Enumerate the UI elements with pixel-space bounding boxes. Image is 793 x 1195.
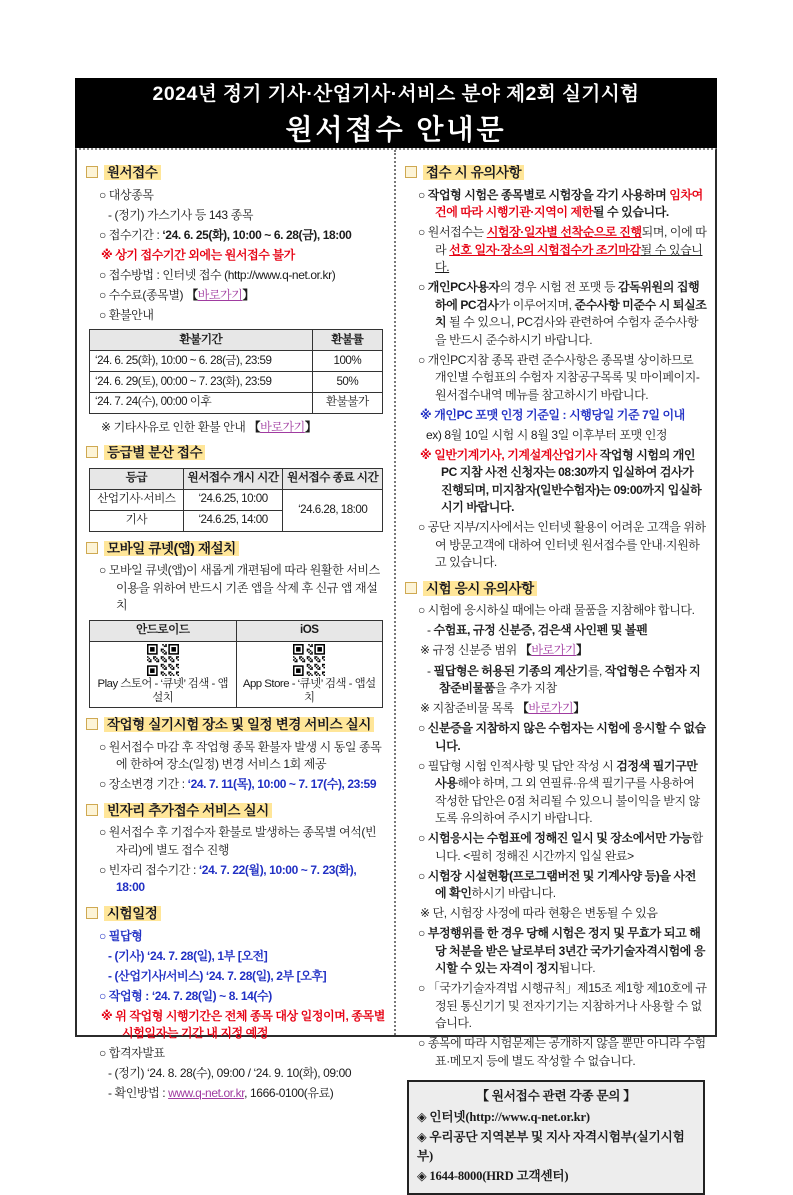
section-header-vacancy	[86, 801, 386, 821]
text-segment: ○	[418, 831, 428, 846]
table-row	[90, 351, 383, 372]
text-segment: - (정기) 가스기사 등 143 종목	[108, 207, 254, 222]
text-segment: ※ 규정 신분증 범위	[420, 643, 520, 658]
table-row	[90, 641, 383, 708]
text-segment: 을 추가 지참	[494, 681, 557, 696]
text-segment: ※ 상기 접수기간 외에는 원서접수 불가	[101, 247, 295, 262]
text-segment: , 1666-0100(유료)	[244, 1086, 334, 1101]
text-line	[86, 948, 386, 966]
section-square-icon	[86, 446, 98, 458]
refund-rate-header: 환불률	[312, 330, 382, 351]
text-segment: 수험표, 규정 신분증, 검은색 사인펜 및 볼펜	[433, 623, 648, 638]
contact-branch: ◈ 우리공단 지역본부 및 지사 자격시험부(실기시험부)	[417, 1130, 685, 1164]
text-segment: ○	[418, 721, 428, 736]
text-segment: 시험장·일자별 선착순으로 진행	[486, 225, 642, 240]
section-square-icon	[405, 582, 417, 594]
text-line	[405, 868, 707, 903]
text-line	[86, 1008, 386, 1043]
section-square-icon	[86, 718, 98, 730]
section-square-icon	[86, 166, 98, 178]
text-segment: 시험장 시설현황(프로그램버전 및 기계사양 등)을 사전에 확인	[427, 868, 696, 901]
document-title: 원서접수 안내문	[285, 114, 507, 145]
text-segment: 되며, 이에 따라	[435, 225, 707, 257]
text-segment: 】	[576, 643, 588, 658]
text-segment: 부정행위를 한 경우 당해 시험은 정지 및 무효가 되고 해당 처분을 받은 날로부터 3년간 국가기술자격시험에 응시할 수 있는 자격이 정지	[427, 926, 706, 976]
section-square-icon	[405, 166, 417, 178]
text-segment: ○	[418, 280, 428, 295]
app-table-header-row	[90, 620, 383, 641]
ios-qr-code-icon	[293, 644, 325, 676]
text-segment: 필답형은 허용된 기종의 계산기	[433, 663, 588, 678]
start-time-cell: ‘24.6.25, 10:00	[183, 489, 283, 510]
refund-period-header: 환불기간	[90, 330, 313, 351]
refund-rate-cell: 50%	[312, 372, 382, 393]
section-header-label	[104, 717, 374, 732]
text-segment: ○ 환불안내	[99, 307, 154, 322]
notice-sections	[405, 163, 707, 1070]
text-segment: 개인PC사용자	[427, 280, 500, 295]
text-segment: 하시기 바랍니다.	[471, 886, 556, 901]
text-segment: ‘24. 6. 25(화), 10:00 ~ 6. 28(금), 18:00	[162, 227, 352, 242]
text-segment: 될 수 있습니다.	[592, 205, 669, 220]
text-line	[405, 700, 707, 718]
grade-cell: 기사	[90, 510, 184, 531]
text-segment: 선호 일자·장소의 시험접수가 조기마감	[449, 242, 641, 257]
section-header-mobile-qnet	[86, 539, 386, 559]
section-square-icon	[86, 804, 98, 816]
document-subtitle: 2024년 정기 기사·산업기사·서비스 분야 제2회 실기시험	[152, 83, 640, 105]
android-qr-code-icon	[147, 644, 179, 676]
right-column	[396, 150, 715, 1183]
schedule-sections	[86, 715, 386, 1102]
text-segment: 됩니다.	[558, 961, 596, 976]
ios-install-cell	[236, 641, 383, 708]
text-line	[86, 187, 386, 205]
text-segment: 될 수 있으니, PC검사와 관련하여 수험자 준수사항을 반드시 준수하시기 바랍니다.	[435, 315, 699, 347]
other-refund-shortcut-link[interactable]: 바로가기	[260, 419, 305, 434]
title-banner	[75, 78, 717, 148]
text-segment: ○ 모바일 큐넷(앱)이 새롭게 개편됨에 따라 원활한 서비스 이용을 위하여 반드시 기존 앱을 삭제 후 신규 앱 재설치	[99, 563, 380, 613]
fee-shortcut-link[interactable]: 바로가기	[197, 287, 243, 302]
text-segment: - (기사) ‘24. 7. 28(일), 1부 [오전]	[108, 948, 268, 963]
text-segment: ○ 작업형 : ‘24. 7. 28(일) ~ 8. 14(수)	[99, 988, 272, 1003]
text-segment: 【	[516, 701, 529, 716]
text-line	[405, 720, 707, 755]
text-segment: 일반기계기사, 기계설계산업기사	[434, 447, 597, 462]
text-segment: ○ 빈자리 접수기간 :	[99, 862, 199, 877]
text-segment: ※ 개인PC 포맷 인정 기준일 : 시행당일 기준 7일 이내	[420, 407, 685, 422]
text-segment: 등급별 분산 접수	[107, 445, 203, 461]
android-header: 안드로이드	[90, 620, 237, 641]
text-segment: 를,	[587, 663, 605, 678]
text-segment: ○ 시험에 응시하실 때에는 아래 물품을 지참해야 합니다.	[418, 603, 695, 618]
text-segment: ○ 개인PC지참 종목 관련 준수사항은 종목별 상이하므로 개인별 수험표의 수험자 지참공구목록 및 마이페이지-원서접수내역 메뉴를 참고하시기 바랍니다.	[418, 352, 700, 402]
text-segment: 의 경우 시험 전 포맷 등	[499, 280, 618, 295]
table-row	[90, 372, 383, 393]
text-segment: ○ 대상종목	[99, 187, 154, 202]
text-segment: 합니다. <필히 정해진 시간까지 입실 완료>	[435, 831, 703, 863]
text-segment: 】	[242, 287, 255, 302]
text-segment: 작업형 시험의 개인PC 지참 사전 신청자는 08:30까지 입실하여 검사가 진행되며, 미지참자(일반수험자)는 09:00까지 입실하시기 바랍니다.	[441, 447, 702, 515]
text-line	[405, 427, 707, 445]
refund-rate-cell: 환불불가	[312, 392, 382, 413]
text-line	[405, 407, 707, 425]
text-segment: 해야 하며, 그 외 연필류·유색 필기구를 사용하여 작성한 답안은 0점 처리될 수 있으니 불이익을 받지 않도록 유의하여 주시기 바랍니다.	[435, 776, 700, 826]
text-line	[405, 602, 707, 620]
id-range-shortcut-link[interactable]: 바로가기	[531, 643, 577, 658]
text-line	[405, 642, 707, 660]
text-segment: 【	[248, 419, 261, 434]
text-segment: 원서접수	[107, 165, 158, 180]
text-segment: 검정색 필기구만 사용	[435, 758, 698, 791]
contact-phone: ◈ 1644-8000(HRD 고객센터)	[417, 1168, 569, 1183]
text-line	[405, 447, 707, 517]
text-line	[86, 928, 386, 946]
text-segment: ‘24. 7. 11(목), 10:00 ~ 7. 17(수), 23:59	[187, 777, 377, 792]
text-segment: 될 수 있습니다.	[435, 242, 703, 275]
grade-table-header-row	[90, 468, 383, 489]
text-segment: -	[427, 623, 434, 638]
text-segment: 작업형은 수험자 지참준비물품	[439, 663, 701, 696]
text-line	[405, 279, 707, 349]
text-segment: - (정기) ‘24. 8. 28(수), 09:00 / ‘24. 9. 10(화), 09:00	[108, 1066, 352, 1081]
android-install-caption: Play 스토어 - ‘큐넷’ 검색 - 앱설치	[97, 678, 228, 705]
text-segment: -	[427, 663, 434, 678]
contact-box-title: 【 원서접수 관련 각종 문의 】	[476, 1089, 636, 1104]
text-segment: 시험 응시 유의사항	[426, 580, 534, 596]
text-segment: ○ 합격자발표	[99, 1046, 165, 1061]
text-segment: ○	[418, 926, 428, 941]
text-line	[86, 776, 386, 794]
section-header-label	[104, 165, 161, 180]
start-time-header: 원서접수 개시 시간	[183, 468, 283, 489]
text-segment: ※ 기타사유로 인한 환불 안내	[101, 419, 249, 434]
start-time-cell: ‘24.6.25, 14:00	[183, 510, 283, 531]
text-segment: ※ 위 작업형 시행기간은 전체 종목 대상 일정이며, 종목별 시험일자는 기간 내 지정 예정	[101, 1008, 385, 1041]
refund-table	[89, 329, 383, 414]
text-segment: ○ 필답형	[99, 928, 143, 943]
text-segment: 임차여건에 따라 시행기관·지역이 제한	[435, 187, 703, 220]
text-line	[86, 267, 386, 285]
text-line	[86, 247, 386, 265]
text-line	[405, 352, 707, 405]
section-header-label	[104, 445, 205, 460]
text-segment: 모바일 큐넷(앱) 재설치	[107, 540, 236, 556]
text-line	[405, 905, 707, 923]
refund-period-cell: ‘24. 7. 24(수), 00:00 이후	[90, 392, 313, 413]
text-segment: ○ 장소변경 기간 :	[99, 777, 188, 792]
text-segment: ○ 종목에 따라 시험문제는 공개하지 않을 뿐만 아니라 수험표·메모지 등에 별도 작성할 수 없습니다.	[418, 1036, 706, 1068]
section-header-exam-notes	[405, 579, 707, 599]
text-line	[405, 224, 707, 277]
text-segment: ○	[418, 187, 428, 202]
grade-distribution-table	[89, 468, 383, 532]
content-frame	[75, 148, 717, 1183]
text-segment: 】	[573, 701, 585, 716]
refund-rate-cell: 100%	[312, 351, 382, 372]
text-segment: ○ 원서접수 마감 후 작업형 종목 환불자 발생 시 동일 종목에 한하여 장소(일정) 변경 서비스 1회 제공	[99, 739, 382, 772]
section-header-label	[423, 165, 524, 180]
section-header-worktype-change	[86, 715, 386, 735]
end-time-cell: ‘24.6.28, 18:00	[283, 489, 383, 531]
table-row	[90, 392, 383, 413]
android-install-cell	[90, 641, 237, 708]
text-line	[86, 824, 386, 859]
section-square-icon	[86, 542, 98, 554]
text-line	[86, 562, 386, 615]
text-segment: 접수 시 유의사항	[426, 165, 522, 180]
qnet-website-link[interactable]: www.q-net.or.kr	[168, 1086, 245, 1101]
table-row	[90, 489, 383, 510]
app-install-table	[89, 620, 383, 708]
text-segment: ○ 수수료(종목별)	[99, 287, 187, 302]
text-segment: 시험일정	[107, 905, 158, 921]
text-segment: - (산업기사/서비스) ‘24. 7. 28(일), 2부 [오후]	[108, 968, 327, 983]
text-segment: ※ 단, 시험장 사정에 따라 현황은 변동될 수 있음	[420, 906, 658, 921]
text-line	[86, 207, 386, 225]
refund-period-cell: ‘24. 6. 29(토), 00:00 ~ 7. 23(화), 23:59	[90, 372, 313, 393]
section-header-grade-distribution	[86, 443, 386, 463]
text-segment: 】	[304, 419, 317, 434]
text-segment: 시험응시는 수험표에 정해진 일시 및 장소에서만 가능	[427, 831, 692, 846]
text-segment: 신분증을 지참하지 않은 수험자는 시험에 응시할 수 없습니다.	[427, 721, 706, 753]
text-line	[405, 925, 707, 978]
text-line	[86, 862, 386, 897]
text-segment: - 확인방법 :	[108, 1086, 169, 1101]
section-square-icon	[86, 907, 98, 919]
text-line	[405, 622, 707, 640]
text-line	[86, 287, 386, 305]
section-header-registration-notes	[405, 163, 707, 183]
text-segment: 【	[186, 287, 198, 302]
text-line	[86, 307, 386, 325]
text-segment: ○ 원서접수 후 기접수자 환불로 발생하는 종목별 여석(빈자리)에 별도 접수 진행	[99, 825, 377, 857]
text-segment: ○ 공단 지부/지사에서는 인터넷 활용이 어려운 고객을 위하여 방문고객에 대하여 인터넷 원서접수를 안내·지원하고 있습니다.	[418, 520, 706, 570]
text-segment: ○ 접수방법 : 인터넷 접수 (http://www.q-net.or.kr)	[99, 267, 336, 282]
text-line	[405, 830, 707, 865]
materials-shortcut-link[interactable]: 바로가기	[528, 701, 574, 716]
contact-info-box	[407, 1080, 705, 1194]
text-segment: ※ 지참준비물 목록	[420, 701, 517, 716]
text-line	[405, 187, 707, 222]
left-column	[77, 150, 396, 1101]
section-header-application	[86, 163, 386, 183]
mobile-qnet-section	[86, 539, 386, 615]
section-header-label	[104, 541, 239, 556]
text-line	[405, 663, 707, 698]
grade-distribution-section	[86, 419, 386, 463]
application-section	[86, 163, 386, 324]
ios-install-caption: App Store - ‘큐넷’ 검색 - 앱설치	[242, 678, 376, 705]
text-segment: ※	[420, 447, 435, 462]
text-segment: 【	[519, 643, 532, 658]
grade-cell: 산업기사·서비스	[90, 489, 184, 510]
text-segment: 작업형 시험은 종목별로 시험장을 각기 사용하며	[427, 187, 670, 202]
text-line	[405, 519, 707, 572]
text-segment: 감독위원의 집행 하에 PC검사	[435, 280, 700, 312]
text-segment: 준수사항 미준수 시 퇴실조치	[435, 297, 707, 330]
text-segment: ○ 필답형 시험 인적사항 및 답안 작성 시	[418, 758, 617, 773]
text-line	[86, 968, 386, 986]
text-line	[86, 1085, 386, 1103]
ios-header: iOS	[236, 620, 383, 641]
text-segment: ○ 원서접수는	[418, 225, 487, 240]
text-line	[86, 1045, 386, 1063]
text-line	[86, 1065, 386, 1083]
grade-header: 등급	[90, 468, 184, 489]
text-line	[405, 758, 707, 828]
section-header-label	[104, 906, 161, 921]
section-header-label	[423, 581, 537, 596]
section-header-exam-schedule	[86, 904, 386, 924]
text-segment: 가 이루어지며,	[498, 297, 575, 312]
text-segment: ○	[418, 868, 428, 883]
text-segment: ○ 「국가기술자격법 시행규칙」제15조 제1항 제10호에 규정된 통신기기 및 전자기기는 지참하거나 사용할 수 없습니다.	[418, 981, 707, 1031]
text-line	[86, 227, 386, 245]
text-segment: 작업형 실기시험 장소 및 일정 변경 서비스 실시	[107, 717, 372, 733]
refund-table-header-row	[90, 330, 383, 351]
text-segment: ○ 접수기간 :	[99, 227, 163, 242]
end-time-header: 원서접수 종료 시간	[283, 468, 383, 489]
refund-period-cell: ‘24. 6. 25(화), 10:00 ~ 6. 28(금), 23:59	[90, 351, 313, 372]
text-line	[405, 980, 707, 1033]
text-line	[86, 419, 386, 437]
text-line	[86, 739, 386, 774]
contact-internet: ◈ 인터넷(http://www.q-net.or.kr)	[417, 1110, 590, 1125]
section-header-label	[104, 803, 272, 818]
text-segment: ‘24. 7. 22(월), 10:00 ~ 7. 23(화), 18:00	[116, 862, 357, 895]
text-segment: 빈자리 추가접수 서비스 실시	[107, 802, 269, 818]
text-line	[405, 1035, 707, 1070]
text-line	[86, 988, 386, 1006]
text-segment: ex) 8월 10일 시험 시 8월 3일 이후부터 포맷 인정	[426, 427, 668, 442]
